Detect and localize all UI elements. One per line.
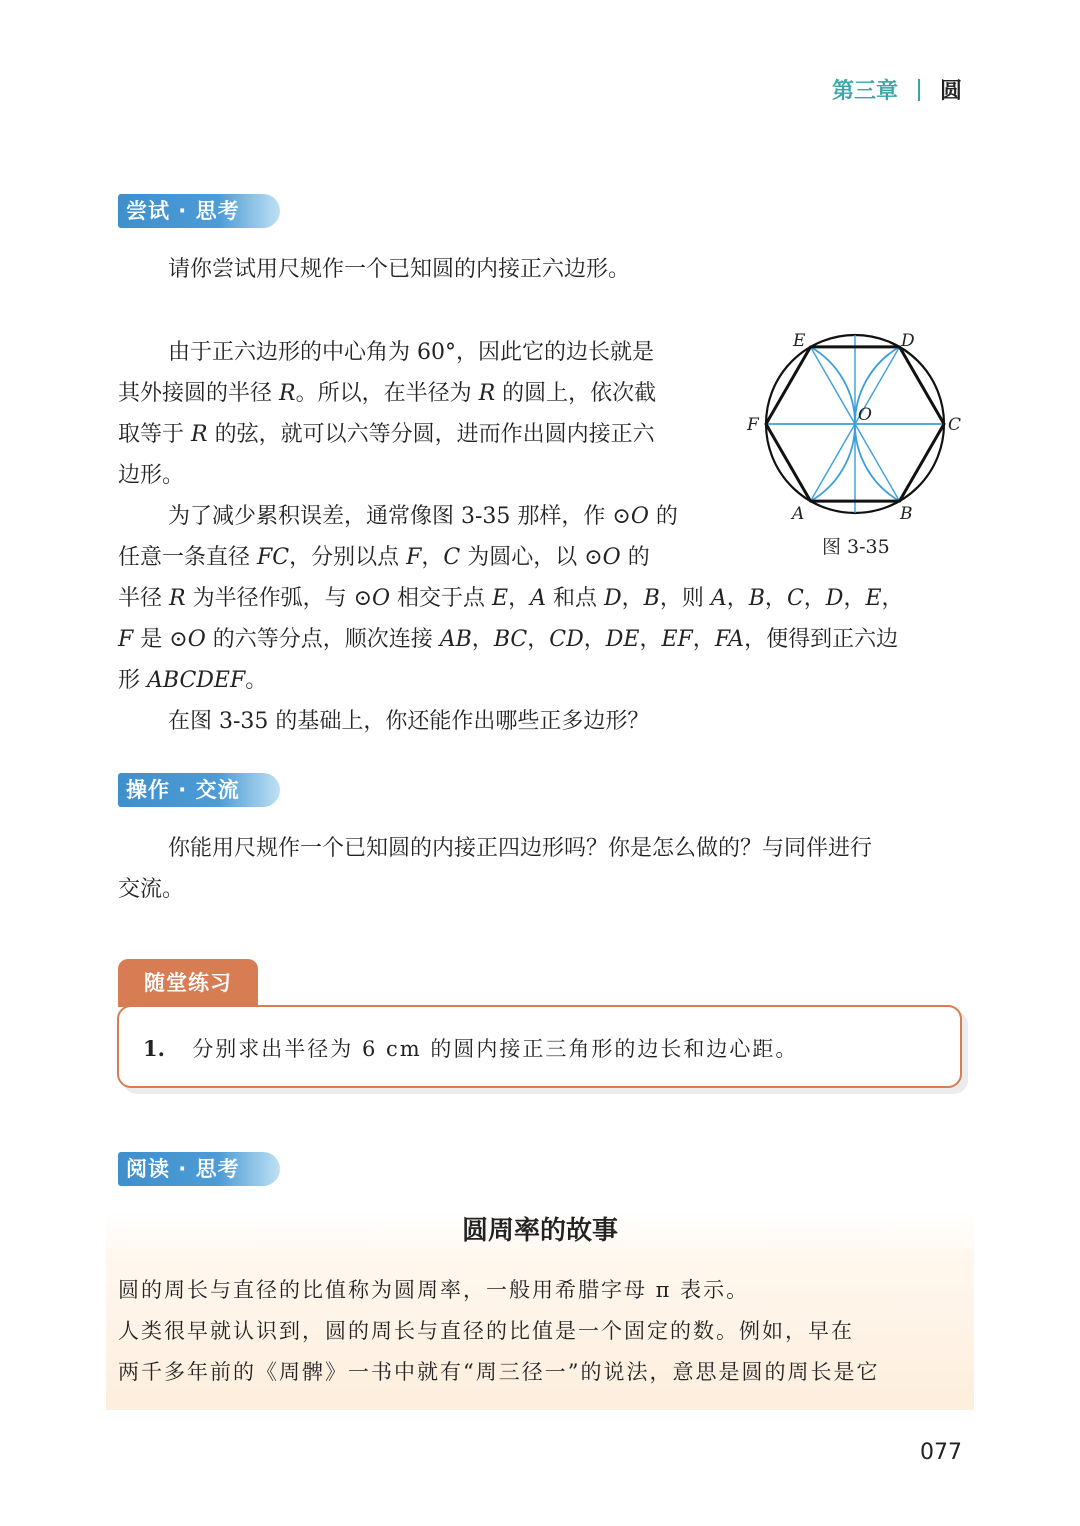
label-f: F (747, 415, 759, 435)
spoke-oa (811, 424, 856, 501)
explain-paragraph-1: 由于正六边形的中心角为 60°，因此它的边长就是 其外接圆的半径 R。所以，在半径为 R 的圆上，依次截 取等于 R 的弦，就可以六等分圆，进而作出圆内接正六 边形。 为了减少累积误差，通常像图 3-35 那样，作 ⊙O 的 任意一条直径 FC，分别以点 F，C 为圆心，以 ⊙O 的 (118, 340, 678, 570)
practice-question: 分别求出半径为 6 cm 的圆内接正三角形的边长和边心距。 (192, 1037, 799, 1061)
practice-item-1 (143, 1033, 798, 1063)
section-tag-operate: 操作 · 交流 (118, 773, 280, 807)
label-a: A (792, 504, 805, 524)
reading-title: 圆周率的故事 (461, 1216, 618, 1246)
chapter-label: 第三章 (831, 79, 898, 104)
figure-caption: 图 3-35 (822, 536, 890, 558)
label-c: C (948, 415, 962, 435)
practice-tab: 随堂练习 (118, 959, 258, 1007)
intro-text: 请你尝试用尺规作一个已知圆的内接正六边形。 (168, 257, 631, 282)
label-e: E (793, 331, 806, 351)
label-b: B (900, 504, 913, 524)
chapter-header (832, 74, 962, 105)
label-d: D (901, 331, 915, 351)
header-divider (918, 79, 920, 101)
spoke-oe (811, 347, 856, 424)
hexagon-construction-figure (740, 326, 970, 526)
section-tag-read: 阅读 · 思考 (118, 1152, 280, 1186)
spoke-ob (855, 424, 900, 501)
reading-text: 圆的周长与直径的比值称为圆周率，一般用希腊字母 π 表示。 人类很早就认识到，圆的周长与直径的比值是一个固定的数。例如，早在 两千多年前的《周髀》一书中就有“周三径一”的说法，意思是圆的周长是它 (118, 1278, 880, 1384)
section-tag-try-think: 尝试 · 思考 (118, 194, 280, 228)
chapter-title: 圆 (939, 79, 962, 104)
page-number: 077 (920, 1440, 962, 1465)
label-o: O (858, 405, 872, 425)
practice-number: 1. (143, 1036, 165, 1061)
explain-paragraph-2: 半径 R 为半径作弧，与 ⊙O 相交于点 E，A 和点 D，B，则 A，B，C，D，E， F 是 ⊙O 的六等分点，顺次连接 AB，BC，CD，DE，EF，FA，便得到正六边 形 ABCDEF。 在图 3-35 的基础上，你还能作出哪些正多边形？ (118, 586, 904, 734)
operate-text: 你能用尺规作一个已知圆的内接正四边形吗？你是怎么做的？与同伴进行 交流。 (118, 836, 873, 902)
